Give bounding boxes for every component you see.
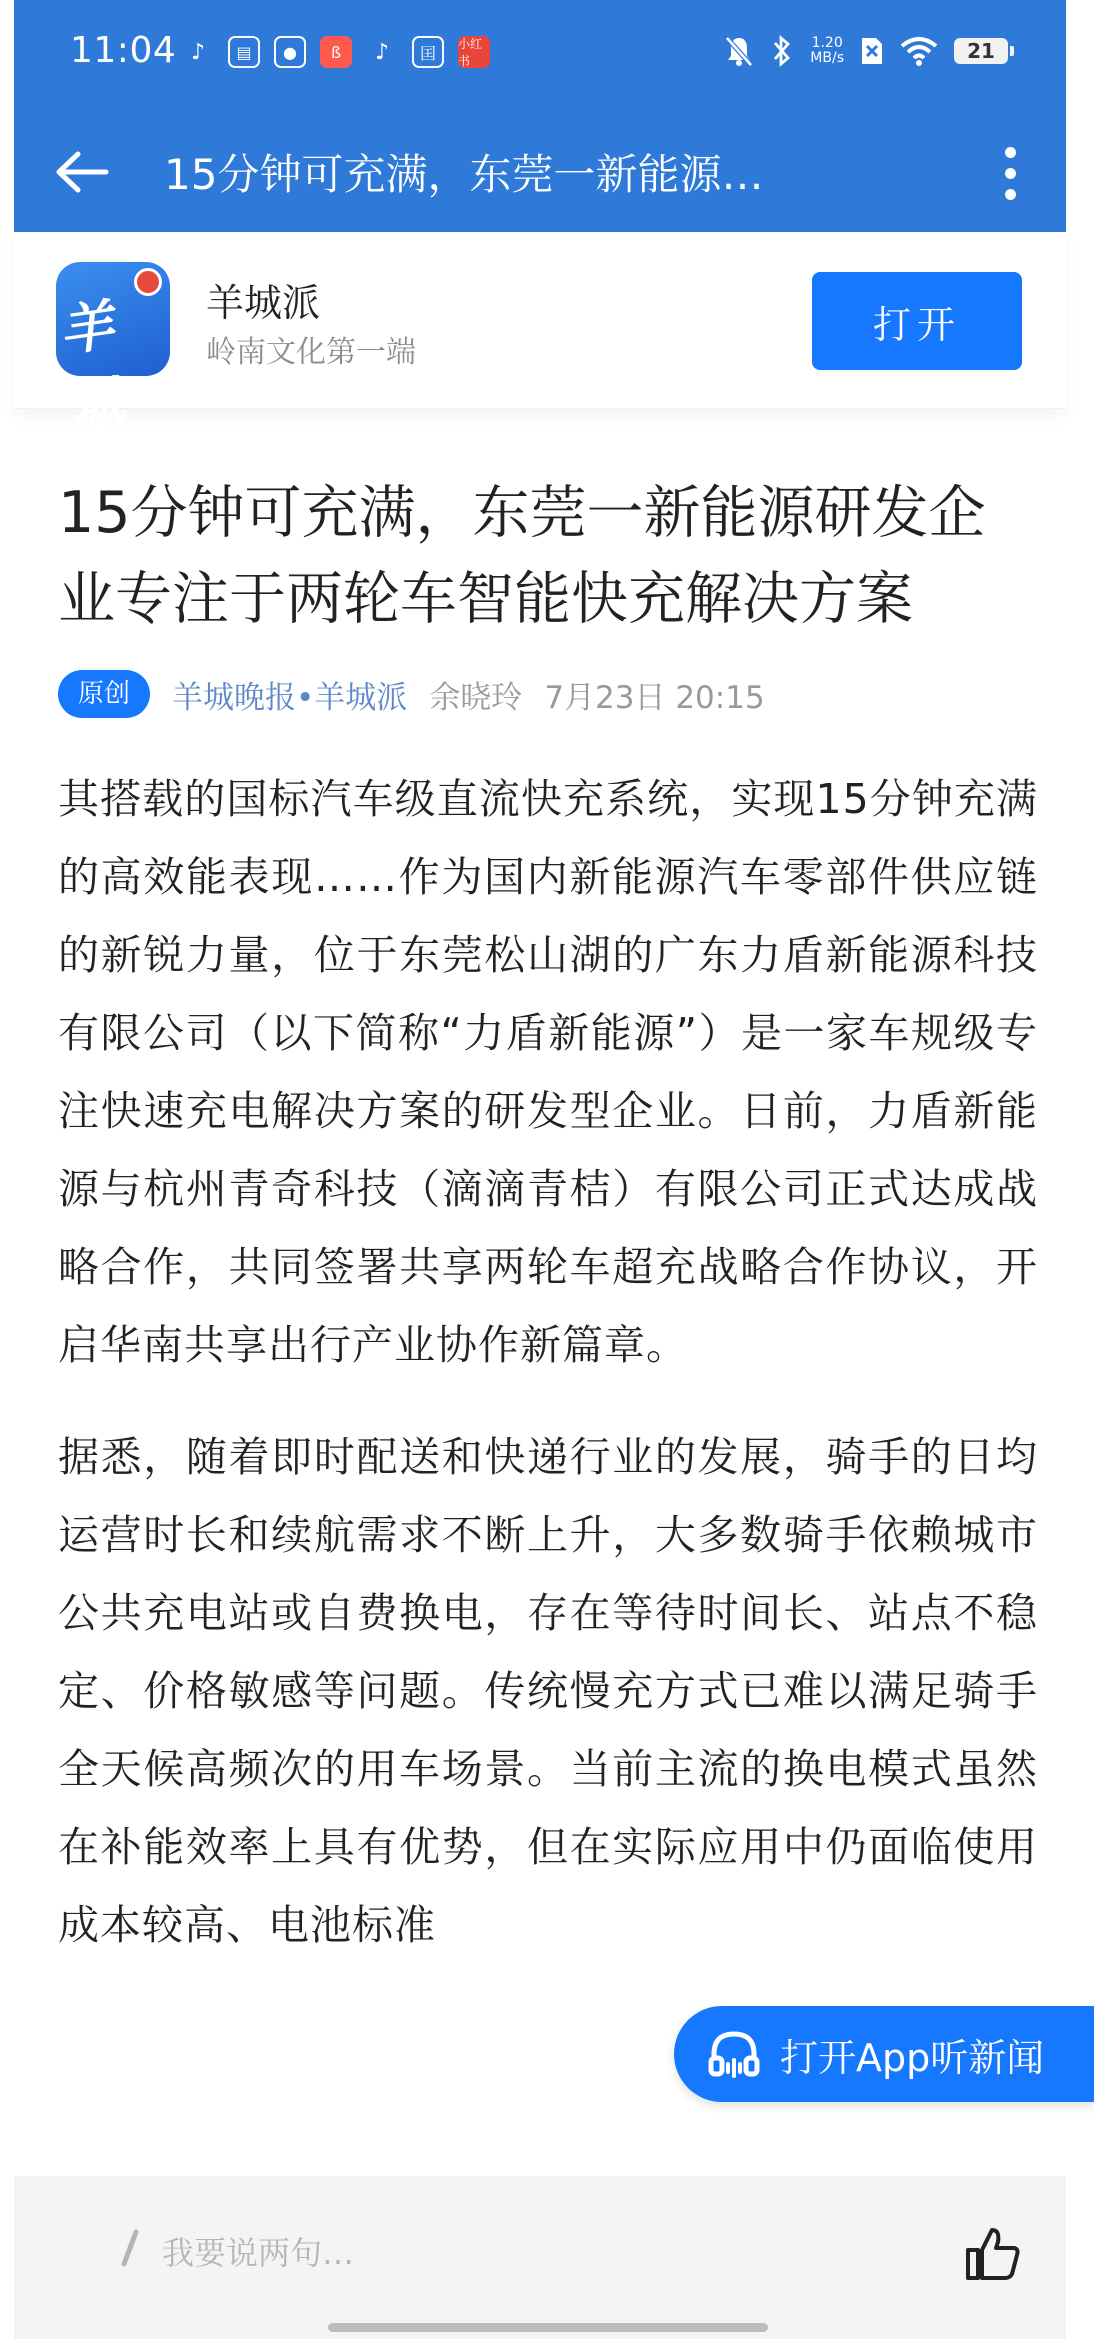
listen-news-label: 打开App听新闻: [780, 2035, 1045, 2080]
title-bar: [14, 112, 1066, 232]
tiktok-icon: ♪: [374, 39, 390, 65]
headphones-icon: [706, 2026, 762, 2082]
battery-indicator: 21: [954, 38, 1008, 64]
music-note-icon: ♪: [190, 39, 206, 65]
logo-pin-dot: [134, 268, 162, 296]
status-time: 11:04: [70, 30, 177, 71]
article-source-link[interactable]: 羊城晚报•羊城派: [172, 679, 408, 716]
xiaohongshu-red-icon: 小红书: [458, 36, 490, 68]
app-slogan: 岭南文化第一端: [206, 335, 416, 370]
bluetooth-icon: [770, 34, 794, 68]
camera-app-icon: ●: [274, 36, 306, 68]
sim-icon: [860, 36, 884, 66]
system-status: [724, 34, 1008, 68]
more-dot: [1005, 168, 1016, 179]
app-logo-text: 羊城: [55, 292, 129, 440]
article-author: 余晓玲: [429, 679, 523, 716]
article-headline: 15分钟可充满，东莞一新能源研发企业专注于两轮车智能快充解决方案: [58, 480, 986, 632]
listen-news-button[interactable]: [674, 2006, 1094, 2102]
more-options-button[interactable]: [980, 138, 1040, 208]
wifi-icon: [900, 36, 938, 66]
notification-icons: [182, 36, 490, 68]
network-speed: [810, 36, 844, 66]
page-title: 15分钟可充满，东莞一新能源…: [164, 150, 764, 199]
network-speed-unit: MB/s: [810, 50, 844, 66]
bank-icon: ▤: [228, 36, 260, 68]
mute-bell-icon: [724, 35, 754, 67]
home-indicator[interactable]: [328, 2323, 768, 2332]
phone-screen: [14, 0, 1066, 2339]
article-meta: [58, 668, 1038, 720]
article-paragraph: 据悉，随着即时配送和快递行业的发展，骑手的日均运营时长和续航需求不断上升，大多数骑手依赖城市公共充电站或自费换电，存在等待时间长、站点不稳定、价格敏感等问题。传统慢充方式已难以满足骑手全天候高频次的用车场景。当前主流的换电模式虽然在补能效率上具有优势，但在实际应用中仍面临使用成本较高、电池标准: [58, 1433, 1038, 1949]
original-badge: 原创: [58, 670, 150, 718]
status-bar: [14, 0, 1066, 112]
article-date: 7月23日 20:15: [544, 679, 765, 716]
article: [58, 470, 1038, 1964]
back-button[interactable]: [50, 140, 114, 204]
more-dot: [1005, 189, 1016, 200]
comment-bar: [14, 2176, 1066, 2339]
open-app-button[interactable]: 打开: [812, 272, 1022, 370]
arrow-left-icon: [54, 150, 110, 194]
more-dot: [1005, 147, 1016, 158]
comment-input[interactable]: [62, 2206, 898, 2290]
app-promo-banner: [14, 232, 1066, 440]
app-logo: [55, 262, 170, 440]
app-name: 羊城派: [206, 281, 321, 325]
network-speed-value: 1.20: [811, 35, 843, 51]
pen-icon: [116, 2228, 146, 2268]
xiaohongshu-icon: ß: [320, 36, 352, 68]
top-app-bar: [14, 0, 1066, 232]
news-app-icon: 囯: [412, 36, 444, 68]
article-paragraph: 其搭载的国标汽车级直流快充系统，实现15分钟充满的高效能表现……作为国内新能源汽车零部件供应链的新锐力量，位于东莞松山湖的广东力盾新能源科技有限公司（以下简称“力盾新能源”）是一家车规级专注快速充电解决方案的研发型企业。日前，力盾新能源与杭州青奇科技（滴滴青桔）有限公司正式达成战略合作，共同签署共享两轮车超充战略合作协议，开启华南共享出行产业协作新篇章。: [58, 775, 1038, 1369]
comment-placeholder: 我要说两句…: [162, 2234, 355, 2272]
thumbs-up-icon[interactable]: [962, 2224, 1022, 2284]
